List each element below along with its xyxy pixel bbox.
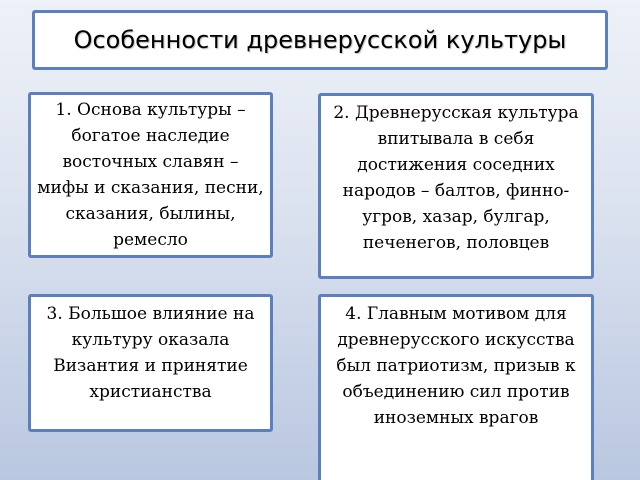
feature-card-2 <box>318 93 594 279</box>
page-title: Особенности древнерусской культуры <box>73 26 567 54</box>
feature-card-4-text: 4. Главным мотивом для древнерусского искусства был патриотизм, призыв к объединению сил против иноземных врагов <box>336 304 576 428</box>
feature-card-1 <box>28 92 273 258</box>
title-box <box>32 10 608 70</box>
feature-card-1-text: 1. Основа культуры – богатое наследие восточных славян – мифы и сказания, песни, сказания, былины, ремесло <box>37 100 264 250</box>
feature-card-3 <box>28 294 273 432</box>
feature-card-4 <box>318 294 594 480</box>
feature-card-2-text: 2. Древнерусская культура впитывала в себя достижения соседних народов – балтов, финно-угров, хазар, булгар, печенегов, половцев <box>333 103 579 253</box>
feature-card-3-text: 3. Большое влияние на культуру оказала Византия и принятие христианства <box>46 304 255 402</box>
